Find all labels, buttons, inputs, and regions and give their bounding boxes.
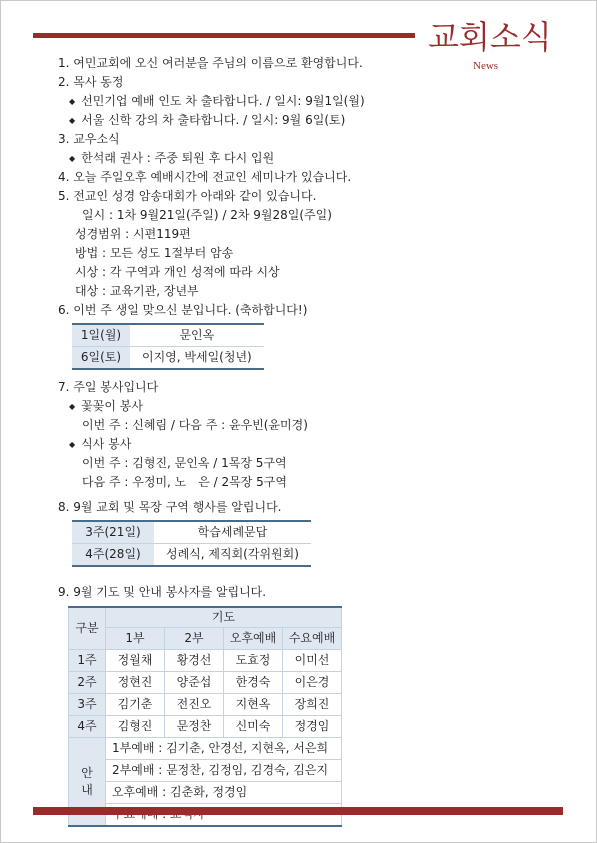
item-9: 9. 9월 기도 및 안내 봉사자를 알립니다. bbox=[58, 585, 267, 599]
table-row bbox=[72, 521, 311, 544]
item-7b: ◆ 식사 봉사 bbox=[58, 435, 538, 454]
cell: 도효정 bbox=[224, 650, 283, 672]
item-1: 1. 여민교회에 오신 여러분을 주님의 이름으로 환영합니다. bbox=[58, 56, 363, 70]
table-header-row bbox=[69, 628, 342, 650]
table-header-row bbox=[69, 607, 342, 628]
table-row bbox=[72, 544, 311, 567]
guide-row: 2부예배 : 문정찬, 김정임, 김경숙, 김은지 bbox=[106, 760, 342, 782]
header-col: 1부 bbox=[106, 628, 165, 650]
table-row bbox=[72, 324, 264, 347]
event-week: 3주(21일) bbox=[72, 521, 154, 544]
header-col: 2부 bbox=[165, 628, 224, 650]
cell: 황경선 bbox=[165, 650, 224, 672]
item-7b2: 다음 주 : 우정미, 노 은 / 2목장 5구역 bbox=[82, 475, 287, 489]
item-2a: ◆ 선민기업 예배 인도 차 출타합니다. / 일시: 9월1일(월) bbox=[58, 92, 538, 111]
header-col: 오후예배 bbox=[224, 628, 283, 650]
item-7a1: 이번 주 : 신혜림 / 다음 주 : 윤우빈(윤미경) bbox=[82, 418, 308, 432]
birthday-date: 1일(월) bbox=[72, 324, 130, 347]
birthday-date: 6일(토) bbox=[72, 347, 130, 370]
table-row bbox=[69, 694, 342, 716]
item-5e: 대상 : 교육기관, 장년부 bbox=[75, 284, 199, 298]
event-week: 4주(28일) bbox=[72, 544, 154, 567]
birthday-names: 이지영, 박세일(청년) bbox=[130, 347, 264, 370]
cell: 한경숙 bbox=[224, 672, 283, 694]
cell: 전진오 bbox=[165, 694, 224, 716]
item-5a: 일시 : 1차 9월21일(주일) / 2차 9월28일(주일) bbox=[82, 208, 332, 222]
week-label: 1주 bbox=[69, 650, 106, 672]
item-3: 3. 교우소식 bbox=[58, 132, 120, 146]
cell: 양준섭 bbox=[165, 672, 224, 694]
item-7b1: 이번 주 : 김형진, 문인옥 / 1목장 5구역 bbox=[82, 456, 287, 470]
logo-subtitle: News bbox=[473, 60, 499, 72]
guide-row: 1부예배 : 김기춘, 안경선, 지현옥, 서은희 bbox=[106, 738, 342, 760]
birthday-table bbox=[72, 323, 264, 370]
header-category: 구분 bbox=[69, 607, 106, 650]
bulletin-content bbox=[58, 54, 538, 827]
table-row bbox=[69, 716, 342, 738]
guide-label: 안내 bbox=[69, 738, 106, 827]
events-table bbox=[72, 520, 311, 567]
event-name: 학습세례문답 bbox=[197, 525, 268, 539]
birthday-names: 문인옥 bbox=[179, 328, 215, 342]
cell: 이은경 bbox=[283, 672, 342, 694]
table-row bbox=[69, 782, 342, 804]
week-label: 3주 bbox=[69, 694, 106, 716]
logo-title: 교회소식 bbox=[428, 18, 552, 56]
cell: 문정찬 bbox=[165, 716, 224, 738]
cell: 지현옥 bbox=[224, 694, 283, 716]
bottom-bar bbox=[33, 807, 563, 815]
header-col: 수요예배 bbox=[283, 628, 342, 650]
item-6: 6. 이번 주 생일 맞으신 분입니다. (축하합니다!) bbox=[58, 303, 308, 317]
header-prayer: 기도 bbox=[106, 607, 342, 628]
table-row bbox=[69, 738, 342, 760]
week-label: 2주 bbox=[69, 672, 106, 694]
item-8: 8. 9월 교회 및 목장 구역 행사를 알립니다. bbox=[58, 500, 282, 514]
cell: 정현진 bbox=[106, 672, 165, 694]
item-5b: 성경범위 : 시편119편 bbox=[75, 227, 191, 241]
item-2b: ◆ 서울 신학 강의 차 출타합니다. / 일시: 9월 6일(토) bbox=[58, 111, 538, 130]
item-3a: ◆ 한석래 권사 : 주중 퇴원 후 다시 입원 bbox=[58, 149, 538, 168]
table-row bbox=[69, 650, 342, 672]
cell: 장희진 bbox=[283, 694, 342, 716]
item-5: 5. 전교인 성경 암송대회가 아래와 같이 있습니다. bbox=[58, 189, 317, 203]
item-4: 4. 오늘 주일오후 예배시간에 전교인 세미나가 있습니다. bbox=[58, 170, 352, 184]
table-row bbox=[72, 347, 264, 370]
item-5c: 방법 : 모든 성도 1절부터 암송 bbox=[75, 246, 234, 260]
event-name: 성례식, 제직회(각위원회) bbox=[154, 544, 311, 567]
item-7a: ◆ 꽃꽂이 봉사 bbox=[58, 397, 538, 416]
cell: 김기춘 bbox=[106, 694, 165, 716]
table-row bbox=[69, 672, 342, 694]
table-row bbox=[69, 760, 342, 782]
item-7: 7. 주일 봉사입니다 bbox=[58, 380, 159, 394]
week-label: 4주 bbox=[69, 716, 106, 738]
cell: 정월채 bbox=[106, 650, 165, 672]
item-2: 2. 목사 동정 bbox=[58, 75, 124, 89]
cell: 이미선 bbox=[283, 650, 342, 672]
cell: 신미숙 bbox=[224, 716, 283, 738]
top-bar bbox=[33, 33, 415, 38]
guide-row: 오후예배 : 김춘화, 정경임 bbox=[106, 782, 342, 804]
item-5d: 시상 : 각 구역과 개인 성적에 따라 시상 bbox=[75, 265, 280, 279]
cell: 김형진 bbox=[106, 716, 165, 738]
cell: 정경임 bbox=[283, 716, 342, 738]
prayer-guide-table bbox=[68, 606, 342, 827]
